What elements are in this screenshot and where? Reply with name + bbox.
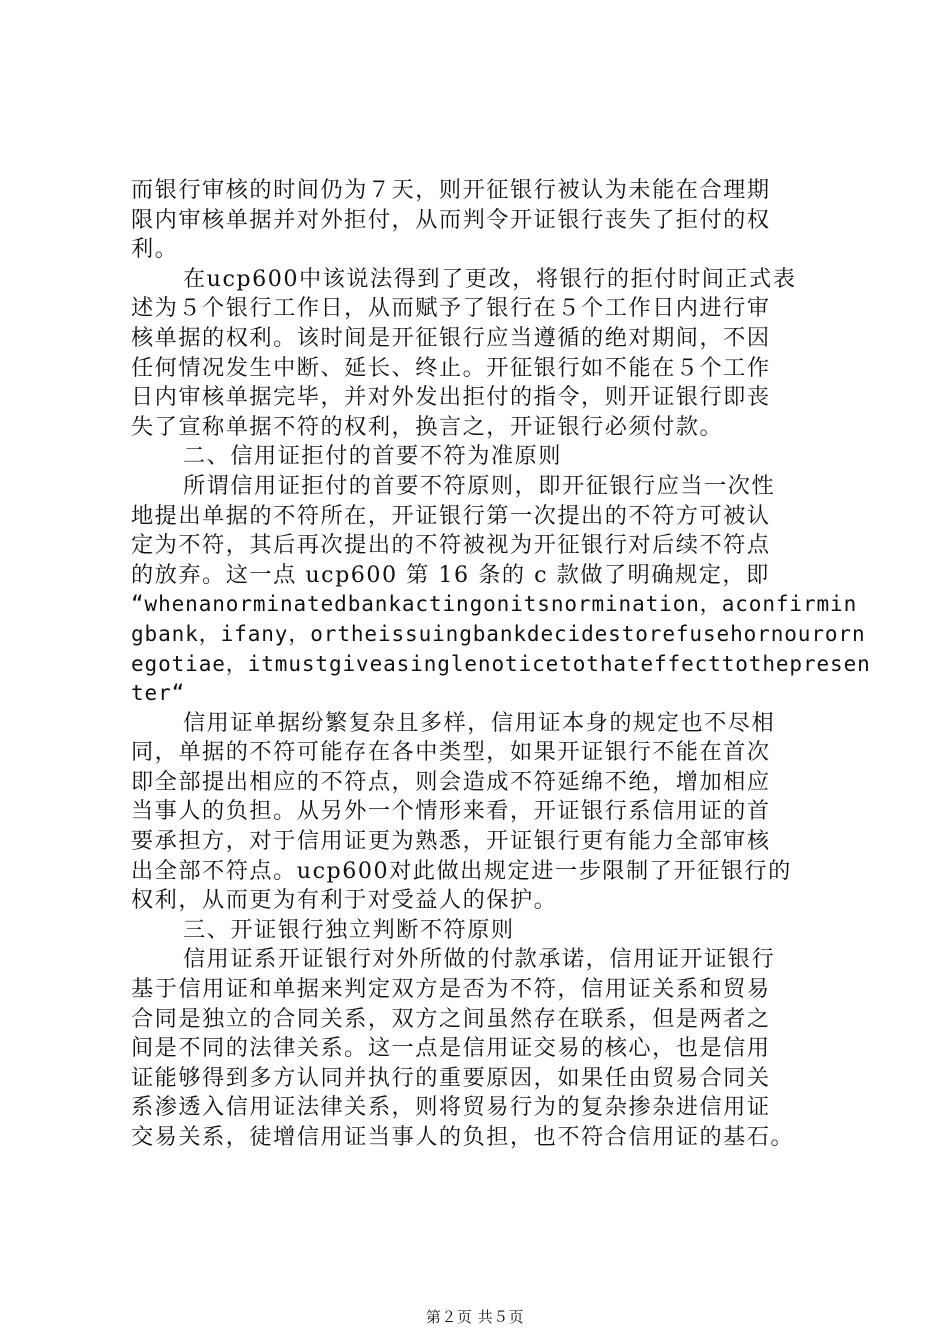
text-line: 在ucp600中该说法得到了更改，将银行的拒付时间正式表 <box>183 265 797 292</box>
text-line: 定为不符，其后再次提出的不符被视为开征银行对后续不符点 <box>131 532 771 559</box>
page-footer: 第２页 共５页 <box>425 1308 525 1326</box>
text-line: 而银行审核的时间仍为７天，则开征银行被认为未能在合理期 <box>131 177 771 203</box>
section-heading: 二、信用证拒付的首要不符为准原则 <box>183 443 562 470</box>
text-line: 系渗透入信用证法律关系，则将贸易行为的复杂掺杂进信用证 <box>131 1094 771 1121</box>
text-line: 核单据的权利。该时间是开征银行应当遵循的绝对期间，不因 <box>131 324 771 351</box>
text-line: 所谓信用证拒付的首要不符原则，即开征银行应当一次性 <box>183 472 776 499</box>
text-line: gbank，ifany，ortheissuingbankdecidestorefusehornourorn <box>131 621 866 646</box>
text-line: 的放弃。这一点 ucp600 第 16 条的 c 款做了明确规定，即 <box>131 561 770 588</box>
text-line: 日内审核单据完毕，并对外发出拒付的指令，则开证银行即丧 <box>131 384 771 411</box>
section-heading: 三、开证银行独立判断不符原则 <box>183 916 515 943</box>
text-line: 信用证单据纷繁复杂且多样，信用证本身的规定也不尽相 <box>183 709 776 736</box>
text-line: 即全部提出相应的不符点，则会造成不符延绵不绝，增加相应 <box>131 768 771 795</box>
text-line: 证能够得到多方认同并执行的重要原因，如果任由贸易合同关 <box>131 1064 771 1091</box>
text-line: 地提出单据的不符所在，开证银行第一次提出的不符方可被认 <box>131 502 771 529</box>
text-line: 信用证系开证银行对外所做的付款承诺，信用证开证银行 <box>183 946 776 973</box>
text-line: 基于信用证和单据来判定双方是否为不符，信用证关系和贸易 <box>131 976 771 1003</box>
text-line: “whenanorminatedbankactingonitsnormination，aconfirmin <box>131 592 858 617</box>
text-line: egotiae，itmustgiveasinglenoticetothateffecttothepresen <box>131 651 871 676</box>
text-line: 合同是独立的合同关系，双方之间虽然存在联系，但是两者之 <box>131 1005 771 1032</box>
text-line: 失了宣称单据不符的权利，换言之，开证银行必须付款。 <box>131 413 724 440</box>
text-line: 交易关系，徒增信用证当事人的负担，也不符合信用证的基石。 <box>131 1124 795 1150</box>
text-line: 述为５个银行工作日，从而赋予了银行在５个工作日内进行审 <box>131 295 771 322</box>
text-line: 同，单据的不符可能存在各中类型，如果开证银行不能在首次 <box>131 739 771 766</box>
text-line: 出全部不符点。ucp600对此做出规定进一步限制了开征银行的 <box>131 857 792 884</box>
text-line: ter“ <box>131 681 186 706</box>
text-line: 任何情况发生中断、延长、终止。开征银行如不能在５个工作 <box>131 354 771 381</box>
text-line: 间是不同的法律关系。这一点是信用证交易的核心，也是信用 <box>131 1035 771 1062</box>
text-line: 要承担方，对于信用证更为熟悉，开证银行更有能力全部审核 <box>131 828 771 855</box>
text-line: 限内审核单据并对外拒付，从而判令开证银行丧失了拒付的权 <box>131 206 771 233</box>
body-text <box>131 176 871 1153</box>
text-line: 当事人的负担。从另外一个情形来看，开证银行系信用证的首 <box>131 798 771 825</box>
text-line: 权利，从而更为有利于对受益人的保护。 <box>131 887 558 914</box>
text-line: 利。 <box>131 236 179 263</box>
